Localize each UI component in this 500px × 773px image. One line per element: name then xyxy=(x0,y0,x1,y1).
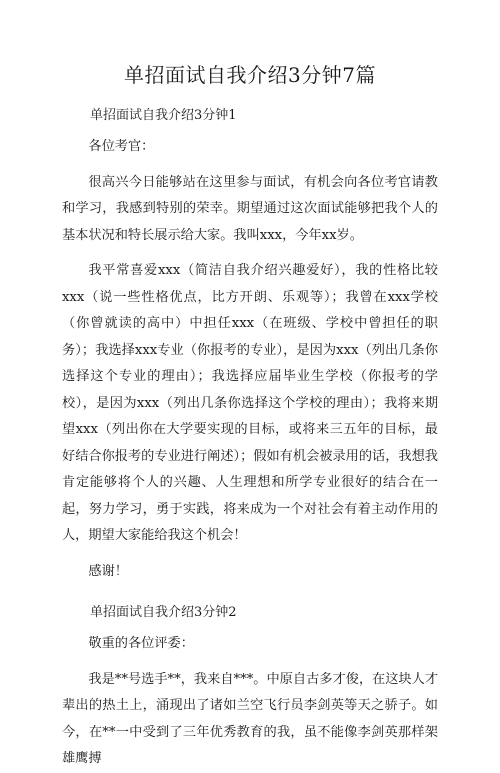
section-1 xyxy=(62,106,438,585)
section-2 xyxy=(62,603,438,773)
salutation: 各位考官： xyxy=(88,139,155,154)
document-title: 单招面试自我介绍3分钟7篇 xyxy=(124,63,376,87)
body-paragraph: 我是**号选手**，我来自***。中原自古多才俊，在这块人才辈出的热土上，涌现出了诸如兰空飞行员李剑英等天之骄子。如今，在**一中受到了三年优秀教育的我，虽不能像李剑英那样架雄鹰搏 xyxy=(62,671,438,766)
section-heading: 单招面试自我介绍3分钟1 xyxy=(90,108,237,123)
section-heading: 单招面试自我介绍3分钟2 xyxy=(90,605,237,620)
salutation: 敬重的各位评委： xyxy=(88,636,194,651)
closing: 感谢！ xyxy=(88,563,128,579)
body-paragraph: 我平常喜爱xxx（简洁自我介绍兴趣爱好），我的性格比较xxx（说一些性格优点，比方开朗、乐观等）；我曾在xxx学校（你曾就读的高中）中担任xxx（在班级、学校中曾担任的职务）；我选择xxx专业（你报考的专业），是因为xxx（列出几条你选择这个专业的理由）；我选择应届毕业生学校（你报考的学校），是因为xxx（列出几条你选择这个学校的理由）；我将来期望xxx（列出你在大学要实现的目标，或将来三五年的目标，最好结合你报考的专业进行阐述）；假如有机会被录用的话，我想我肯定能够将个人的兴趣、人生理想和所学专业很好的结合在一起，努力学习，勇于实践，将来成为一个对社会有着主动作用的人，期望大家能给我这个机会！ xyxy=(62,263,438,543)
body-paragraph: 很高兴今日能够站在这里参与面试，有机会向各位考官请教和学习，我感到特别的荣幸。期望通过这次面试能够把我个人的基本状况和特长展示给大家。我叫xxx，今年xx岁。 xyxy=(62,174,438,243)
